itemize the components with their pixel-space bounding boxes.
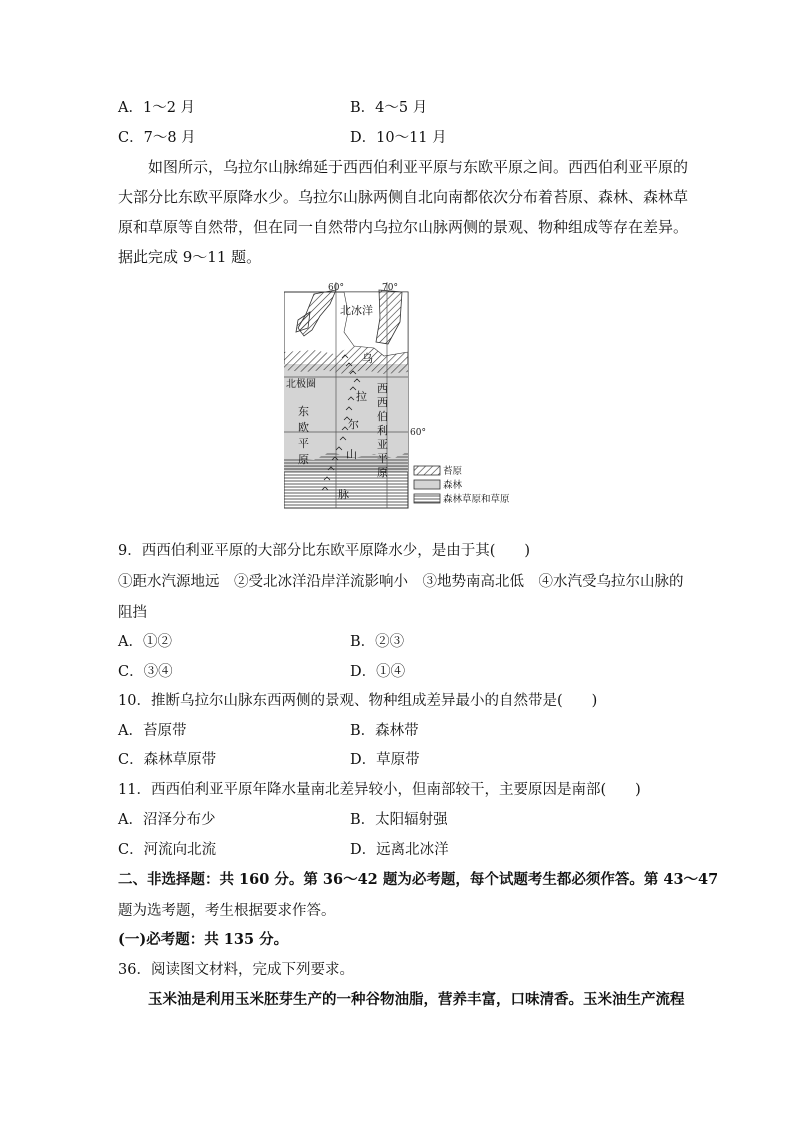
west-siberia-char-7: 原 <box>377 466 388 479</box>
lon-60-label: 60° <box>328 283 344 293</box>
q11-option-d: D．远离北冰洋 <box>350 842 449 858</box>
lat-60-label: 60° <box>410 428 426 438</box>
q9-stem: 9．西西伯利亚平原的大部分比东欧平原降水少，是由于其( ) <box>118 543 531 559</box>
ural-map-figure <box>284 282 524 512</box>
q9-option-b: B．②③ <box>350 634 405 650</box>
q9-option-c: C．③④ <box>118 664 173 680</box>
legend-forest-label: 森林 <box>443 480 463 491</box>
west-siberia-char-1: 西 <box>377 382 388 395</box>
q11-option-a: A．沼泽分布少 <box>118 812 216 828</box>
arctic-ocean-label: 北冰洋 <box>340 304 373 317</box>
ural-char-3: 尔 <box>348 418 359 431</box>
q9-items: ①距水汽源地远 ②受北冰洋沿岸洋流影响小 ③地势南高北低 ④水汽受乌拉尔山脉的 <box>118 574 684 590</box>
west-siberia-char-2: 西 <box>377 396 388 409</box>
legend-steppe-swatch <box>414 494 440 503</box>
q8-option-d: D．10～11 月 <box>350 130 447 146</box>
east-europe-char-1: 东 <box>298 405 309 418</box>
west-siberia-char-3: 伯 <box>377 410 388 423</box>
ural-char-4: 山 <box>346 448 357 461</box>
q36-paragraph: 玉米油是利用玉米胚芽生产的一种谷物油脂，营养丰富，口味清香。玉米油生产流程 <box>148 991 685 1008</box>
east-europe-char-4: 原 <box>298 453 309 466</box>
q11-option-c: C．河流向北流 <box>118 842 217 858</box>
legend-tundra-swatch <box>414 466 440 475</box>
ural-char-1: 乌 <box>362 352 373 365</box>
section2-line2: 题为选考题，考生根据要求作答。 <box>118 903 336 919</box>
q9-option-a: A．①② <box>118 634 172 650</box>
lon-70-label: 70° <box>382 283 398 293</box>
section2-line1: 二、非选择题：共 160 分。第 36～42 题为必考题，每个试题考生都必须作答。第 43～47 <box>118 871 719 888</box>
q10-option-a: A．苔原带 <box>118 723 187 739</box>
ural-char-2: 拉 <box>356 390 367 403</box>
east-europe-char-3: 平 <box>298 437 309 450</box>
east-europe-char-2: 欧 <box>298 421 309 434</box>
steppe-zone <box>284 466 408 508</box>
west-siberia-plain-label <box>377 382 388 479</box>
q9-option-d: D．①④ <box>350 664 406 680</box>
legend-tundra-label: 苔原 <box>443 466 463 477</box>
q10-option-c: C．森林草原带 <box>118 752 217 768</box>
q11-stem: 11．西西伯利亚平原年降水量南北差异较小，但南部较干，主要原因是南部( ) <box>118 782 641 798</box>
intro-paragraph: 如图所示，乌拉尔山脉绵延于西西伯利亚平原与东欧平原之间。西西伯利亚平原的大部分比东欧平原降水少。乌拉尔山脉两侧自北向南都依次分布着苔原、森林、森林草原和草原等自然带，但在同一自然带内乌拉尔山脉两侧的景观、物种组成等存在差异。据此完成 9～11 题。 <box>118 158 689 266</box>
west-siberia-char-5: 亚 <box>377 438 388 451</box>
legend-steppe-label: 森林草原和草原 <box>443 494 510 505</box>
ural-char-5: 脉 <box>338 488 349 501</box>
q8-option-a: A．1～2 月 <box>118 100 196 116</box>
q10-option-d: D．草原带 <box>350 752 420 768</box>
arctic-circle-label: 北极圈 <box>286 379 316 390</box>
q8-option-c: C．7～8 月 <box>118 130 196 146</box>
legend-forest-swatch <box>414 480 440 489</box>
q10-option-b: B．森林带 <box>350 723 419 739</box>
q36-stem: 36．阅读图文材料，完成下列要求。 <box>118 962 354 978</box>
q11-option-b: B．太阳辐射强 <box>350 812 448 828</box>
west-siberia-char-4: 利 <box>377 424 388 437</box>
west-siberia-char-6: 平 <box>377 452 388 465</box>
section2-subheading: (一)必考题：共 135 分。 <box>118 931 289 948</box>
q10-stem: 10．推断乌拉尔山脉东西两侧的景观、物种组成差异最小的自然带是( ) <box>118 693 598 709</box>
q9-items-cont: 阻挡 <box>118 605 147 621</box>
q8-option-b: B．4～5 月 <box>350 100 428 116</box>
